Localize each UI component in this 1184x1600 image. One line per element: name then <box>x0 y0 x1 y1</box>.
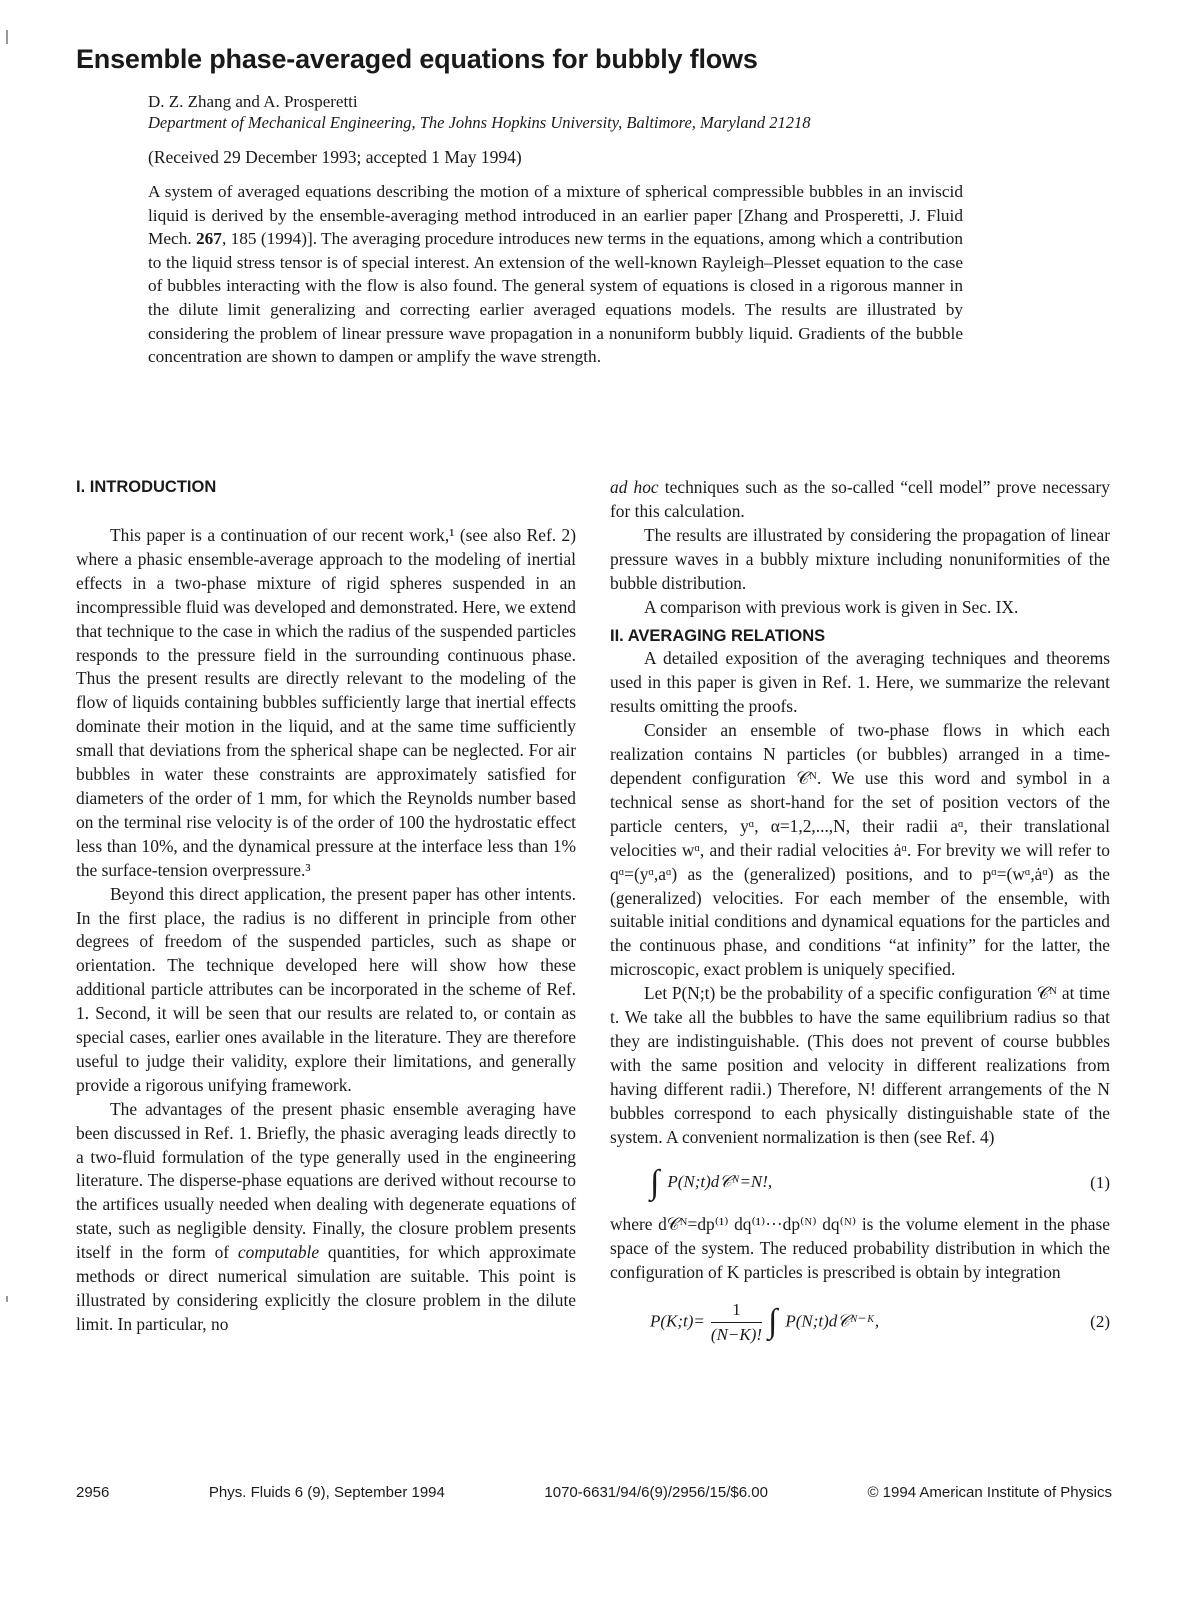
intro-p3-emphasis-adhoc: ad hoc <box>610 477 659 497</box>
scan-mark-top <box>6 30 8 44</box>
equation-2 <box>610 1293 1110 1351</box>
heading-spacer <box>76 498 576 524</box>
averaging-paragraph-4: where d𝒞ᴺ=dp⁽¹⁾ dq⁽¹⁾···dp⁽ᴺ⁾ dq⁽ᴺ⁾ is the volume element in the phase space of the system. The reduced probability distribution in which the configuration of K particles is prescribed is obtain by integration <box>610 1214 1110 1283</box>
article-code: 1070-6631/94/6(9)/2956/15/$6.00 <box>544 1484 768 1501</box>
equation-2-denominator: (N−K)! <box>710 1324 763 1344</box>
affiliation: Department of Mechanical Engineering, The Johns Hopkins University, Baltimore, Maryland 21218 <box>148 113 811 132</box>
integral-sign: ∫ <box>768 1303 778 1341</box>
intro-paragraph-5: A comparison with previous work is given in Sec. IX. <box>644 596 1019 617</box>
equation-1-expression: P(N;t)d𝒞ᴺ=N!, <box>667 1171 773 1191</box>
integral-sign: ∫ <box>650 1164 660 1202</box>
copyright: © 1994 American Institute of Physics <box>867 1484 1112 1501</box>
right-column <box>610 476 1110 1357</box>
authors: D. Z. Zhang and A. Prosperetti <box>148 92 358 111</box>
averaging-paragraph-1: A detailed exposition of the averaging techniques and theorems used in this paper is given in Ref. 1. Here, we summarize the relevant results omitting the proofs. <box>610 648 1110 717</box>
equation-1-number: (1) <box>1090 1172 1110 1192</box>
equation-2-numerator: 1 <box>711 1298 762 1323</box>
intro-paragraph-2: Beyond this direct application, the present paper has other intents. In the first place, the radius is no different in principle from other degrees of freedom of the suspended particles, such as shape or orientation. The technique developed here will show how these additional particle attributes can be incorporated in the scheme of Ref. 1. Second, it will be seen that our results are related to, or contain as special cases, earlier ones available in the literature. They are therefore useful to judge their validity, explore their limitations, and generally provide a rigorous unifying framework. <box>76 883 576 1095</box>
averaging-paragraph-2: Consider an ensemble of two-phase flows in which each realization contains N particles (or bubbles) arranged in a time-dependent configuration 𝒞ᴺ. We use this word and symbol in a technical sense as short-hand for the set of position vectors of the particle centers, yᵅ, α=1,2,...,N, their radii aᵅ, their translational velocities wᵅ, and their radial velocities ȧᵅ. For brevity we will refer to qᵅ=(yᵅ,aᵅ) as the (generalized) positions, and to pᵅ=(wᵅ,ȧᵅ) as the (generalized) velocities. For each member of the ensemble, with suitable initial conditions and dynamical equations for the particles and the continuous phase, and conditions “at infinity” for the latter, the microscopic, exact problem is uniquely specified. <box>610 720 1110 980</box>
abstract-text-2: , 185 (1994)]. The averaging procedure introduces new terms in the equations, among which a contribution to the liquid stress tensor is of special interest. An extension of the well-known Rayleigh–Plesset equation to the case of bubbles interacting with the flow is also found. The general system of equations is closed in a rigorous manner in the dilute limit generalizing and correcting earlier averaged equations models. The results are illustrated by considering the problem of linear pressure wave propagation in a nonuniform bubbly liquid. Gradients of the bubble concentration are shown to dampen or amplify the wave strength. <box>148 229 963 367</box>
intro-paragraph-3-continued <box>610 476 1110 524</box>
received-date: (Received 29 December 1993; accepted 1 May 1994) <box>148 147 522 167</box>
equation-1 <box>610 1157 1110 1207</box>
equation-2-body <box>610 1298 879 1347</box>
equation-1-body <box>610 1164 773 1202</box>
equation-2-rhs: P(N;t)d𝒞ᴺ⁻ᴷ, <box>785 1311 880 1331</box>
page-number: 2956 <box>76 1484 110 1501</box>
paper-title: Ensemble phase-averaged equations for bubbly flows <box>76 44 758 74</box>
abstract-text-1: A system of averaged equations describing the motion of a mixture of spherical compressible bubbles in an inviscid liquid is derived by the ensemble-averaging method introduced in an earlier paper [Zhang and Prosperetti, J. Fluid Mech. <box>148 182 963 249</box>
averaging-paragraph-3: Let P(N;t) be the probability of a specific configuration 𝒞ᴺ at time t. We take all the bubbles to have the same equilibrium radius so that they are indistinguishable. (This does not prevent of course bubbles with the same position and velocity in different realizations from having different radii.) Therefore, N! different arrangements of the N bubbles correspond to each physically distinguishable state of the system. A convenient normalization is then (see Ref. 4) <box>610 983 1110 1147</box>
scan-mark-mid <box>6 1296 8 1302</box>
averaging-heading: II. AVERAGING RELATIONS <box>610 627 826 646</box>
intro-p3-text-c: techniques such as the so-called “cell model” prove necessary for this calculation. <box>610 477 1110 521</box>
abstract-volume: 267 <box>196 229 222 249</box>
intro-p3-emphasis: computable <box>237 1242 320 1263</box>
journal-citation: Phys. Fluids 6 (9), September 1994 <box>208 1484 445 1501</box>
intro-heading: I. INTRODUCTION <box>76 478 217 496</box>
intro-p3-text-b: quantities, for which approximate methods or direct numerical simulation are suitable. This point is illustrated by considering explicitly the closure problem in the dilute limit. In particular, no <box>76 1242 576 1334</box>
page-footer <box>76 1484 1112 1501</box>
equation-2-number: (2) <box>1090 1312 1110 1332</box>
intro-paragraph-3 <box>76 1098 576 1337</box>
equation-2-fraction <box>711 1298 762 1347</box>
equation-2-lhs: P(K;t)= <box>650 1311 705 1331</box>
left-column <box>76 476 576 1337</box>
intro-p3-text-a: The advantages of the present phasic ensemble averaging have been discussed in Ref. 1. Briefly, the phasic averaging leads directly to a two-fluid formulation of the type generally used in the engineering literature. The disperse-phase equations are derived without recourse to the artifices usually needed when dealing with degenerate equations of state, such as negligible density. Finally, the closure problem presents itself in the form of <box>76 1098 576 1263</box>
intro-paragraph-1: This paper is a continuation of our recent work,¹ (see also Ref. 2) where a phasic ensemble-average approach to the modeling of inertial effects in a two-phase mixture of rigid spheres suspended in an incompressible fluid was developed and demonstrated. Here, we extend that technique to the case in which the radius of the suspended particles responds to the pressure field in the surrounding continuous phase. Thus the present results are directly relevant to the modeling of the flow of liquids containing bubbles sufficiently large that inertial effects dominate their motion in the liquid, and at the same time sufficiently small that deviations from the spherical shape can be neglected. For air bubbles in water these constraints are approximately satisfied for diameters of the order of 1 mm, for which the Reynolds number based on the terminal rise velocity is of the order of 100 the hydrostatic effect less than 10%, and the dynamical pressure at the interface less than 1% the surface-tension overpressure.³ <box>76 525 576 880</box>
intro-paragraph-4: The results are illustrated by considering the propagation of linear pressure waves in a bubbly mixture including nonuniformities of the bubble distribution. <box>610 524 1110 593</box>
abstract <box>148 180 963 369</box>
